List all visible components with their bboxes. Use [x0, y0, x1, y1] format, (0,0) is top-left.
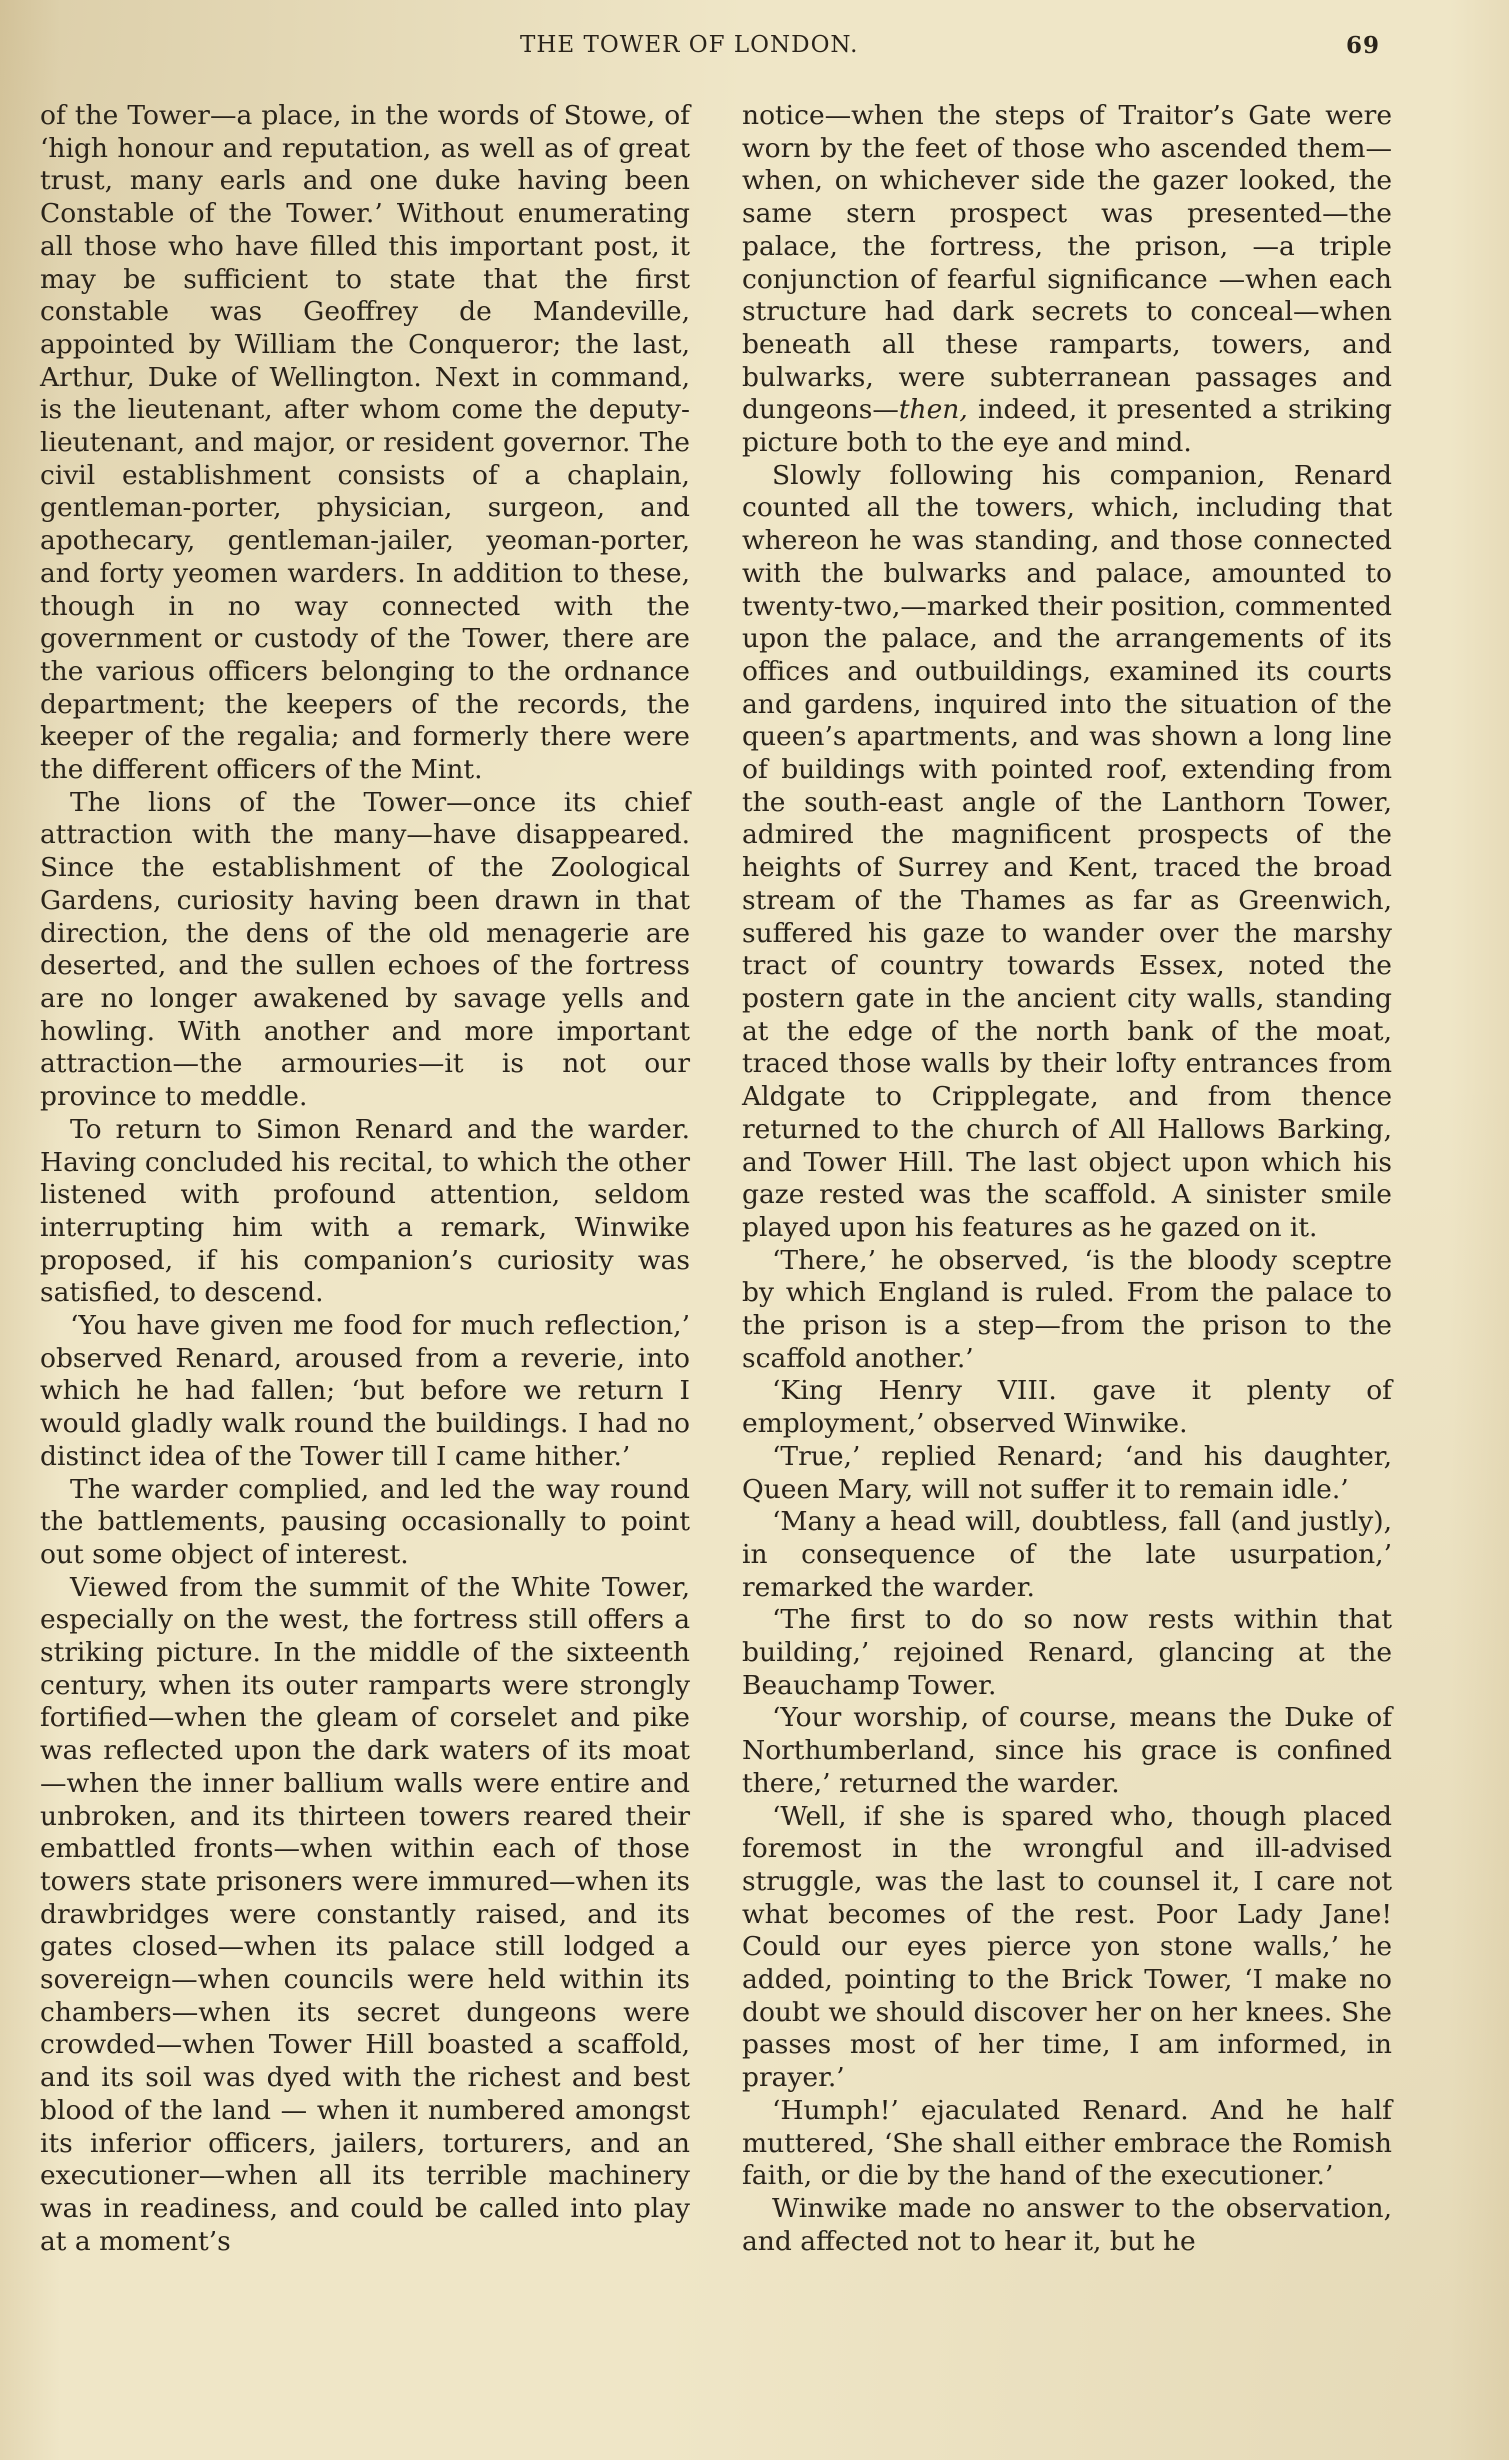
- paragraph: ‘There,’ he observed, ‘is the bloody sceptre by which England is ruled. From the palace to the prison is a step—from the prison to the scaffold another.’: [742, 1244, 1392, 1374]
- paragraph: of the Tower—a place, in the words of Stowe, of ‘high honour and reputation, as well as of great trust, many earls and one duke having been Constable of the Tower.’ Without enumerating all those who have filled this important post, it may be sufficient to state that the first constable was Geoffrey de Mandeville, appointed by William the Conqueror; the last, Arthur, Duke of Wellington. Next in command, is the lieutenant, after whom come the deputy-lieutenant, and major, or resident governor. The civil establishment consists of a chaplain, gentleman-porter, physician, surgeon, and apothecary, gentleman-jailer, yeoman-porter, and forty yeomen warders. In addition to these, though in no way connected with the government or custody of the Tower, there are the various officers belonging to the ordnance department; the keepers of the records, the keeper of the regalia; and formerly there were the different officers of the Mint.: [40, 100, 690, 786]
- paragraph: ‘Your worship, of course, means the Duke of Northumberland, since his grace is confined there,’ returned the warder.: [742, 1702, 1392, 1799]
- paragraph: ‘True,’ replied Renard; ‘and his daughter, Queen Mary, will not suffer it to remain idle.’: [742, 1440, 1392, 1505]
- italic-word: then,: [898, 394, 968, 426]
- paragraph: [742, 100, 1392, 460]
- paragraph: The lions of the Tower—once its chief attraction with the many—have disappeared. Since the establishment of the Zoological Gardens, curiosity having been drawn in that direction, the dens of the old menagerie are deserted, and the sullen echoes of the fortress are no longer awakened by savage yells and howling. With another and more important attraction—the armouries—it is not our province to meddle.: [40, 786, 690, 1113]
- paragraph: ‘You have given me food for much reflection,’ observed Renard, aroused from a reverie, into which he had fallen; ‘but before we return I would gladly walk round the buildings. I had no distinct idea of the Tower till I came hither.’: [40, 1310, 690, 1472]
- paragraph: ‘Humph!’ ejaculated Renard. And he half muttered, ‘She shall either embrace the Romish faith, or die by the hand of the executioner.’: [742, 2094, 1392, 2192]
- page-header: [40, 32, 1380, 72]
- paragraph: ‘The first to do so now rests within that building,’ rejoined Renard, glancing at the Beauchamp Tower.: [742, 1604, 1392, 1701]
- left-column: [40, 100, 690, 2258]
- paragraph: ‘Well, if she is spared who, though placed foremost in the wrongful and ill-advised struggle, was the last to counsel it, I care not what becomes of the rest. Poor Lady Jane! Could our eyes pierce yon stone walls,’ he added, pointing to the Brick Tower, ‘I make no doubt we should discover her on her knees. She passes most of her time, I am informed, in prayer.’: [742, 1800, 1392, 2094]
- paragraph: Winwike made no answer to the observation, and affected not to hear it, but he: [742, 2193, 1392, 2257]
- running-title: THE TOWER OF LONDON.: [520, 32, 859, 58]
- text-run: notice—when the steps of Traitor’s Gate were worn by the feet of those who ascended them—when, on whichever side the gazer looked, the same stern prospect was presented—the palace, the fortress, the prison, —a triple conjunction of fearful significance —when each structure had dark secrets to conceal—when beneath all these ramparts, towers, and bulwarks, were subterranean passages and dungeons—: [742, 100, 1392, 426]
- paragraph: Slowly following his companion, Renard counted all the towers, which, including that whereon he was standing, and those connected with the bulwarks and palace, amounted to twenty-two,—marked their position, commented upon the palace, and the arrangements of its offices and outbuildings, examined its courts and gardens, inquired into the situation of the queen’s apartments, and was shown a long line of buildings with pointed roof, extending from the south-east angle of the Lanthorn Tower, admired the magnificent prospects of the heights of Surrey and Kent, traced the broad stream of the Thames as far as Greenwich, suffered his gaze to wander over the marshy tract of country towards Essex, noted the postern gate in the ancient city walls, standing at the edge of the north bank of the moat, traced those walls by their lofty entrances from Aldgate to Cripplegate, and from thence returned to the church of All Hallows Barking, and Tower Hill. The last object upon which his gaze rested was the scaffold. A sinister smile played upon his features as he gazed on it.: [742, 459, 1392, 1243]
- paragraph: To return to Simon Renard and the warder. Having concluded his recital, to which the other listened with profound attention, seldom interrupting him with a remark, Winwike proposed, if his companion’s curiosity was satisfied, to descend.: [40, 1113, 690, 1309]
- text-run: indeed, it presented a striking picture both to the eye and mind.: [742, 394, 1392, 459]
- right-column: [742, 100, 1392, 2258]
- paragraph: The warder complied, and led the way round the battlements, pausing occasionally to point out some object of interest.: [40, 1473, 690, 1570]
- paragraph: Viewed from the summit of the White Tower, especially on the west, the fortress still offers a striking picture. In the middle of the sixteenth century, when its outer ramparts were strongly fortified—when the gleam of corselet and pike was reflected upon the dark waters of its moat—when the inner ballium walls were entire and unbroken, and its thirteen towers reared their embattled fronts—when within each of those towers state prisoners were immured—when its drawbridges were constantly raised, and its gates closed—when its palace still lodged a sovereign—when councils were held within its chambers—when its secret dungeons were crowded—when Tower Hill boasted a scaffold, and its soil was dyed with the richest and best blood of the land — when it numbered amongst its inferior officers, jailers, torturers, and an executioner—when all its terrible machinery was in readiness, and could be called into play at a moment’s: [40, 1571, 690, 2257]
- paragraph: ‘Many a head will, doubtless, fall (and justly), in consequence of the late usurpation,’ remarked the warder.: [742, 1506, 1392, 1603]
- page-number: 69: [1345, 32, 1380, 59]
- paragraph: ‘King Henry VIII. gave it plenty of employment,’ observed Winwike.: [742, 1375, 1392, 1440]
